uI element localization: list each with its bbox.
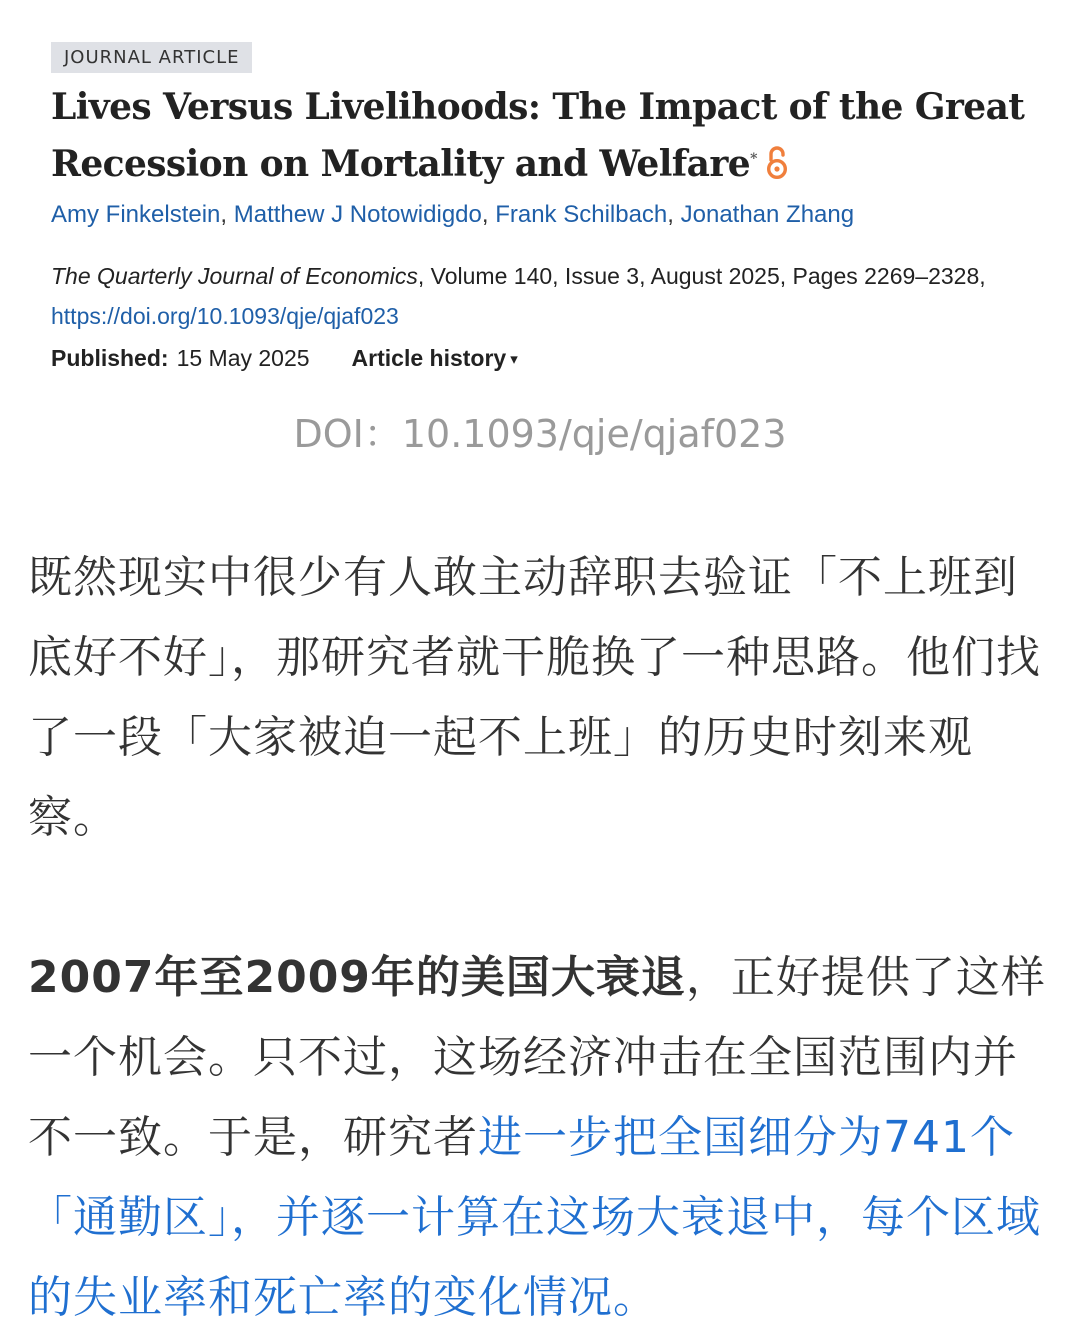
published-date: 15 May 2025 bbox=[176, 345, 310, 371]
citation bbox=[51, 256, 1051, 336]
body-paragraph: 既然现实中很少有人敢主动辞职去验证「不上班到底好不好」，那研究者就干脆换了一种思路。他们找了一段「大家被迫一起不上班」的历史时刻来观察。 bbox=[28, 552, 1041, 843]
paragraph-text: ，正好提供了这样一个机会。只不过，这场经济冲击在全国范围内并不一致。于是，研究者 bbox=[28, 952, 1046, 1163]
author-link[interactable]: Amy Finkelstein bbox=[51, 201, 221, 228]
author-link[interactable]: Matthew J Notowidigdo bbox=[233, 201, 482, 228]
author-link[interactable]: Frank Schilbach bbox=[495, 201, 668, 228]
body-paragraph bbox=[28, 938, 1054, 1338]
journal-name: The Quarterly Journal of Economics bbox=[51, 263, 418, 289]
caret-down-icon: ▾ bbox=[510, 351, 518, 368]
doi-caption: DOI：10.1093/qje/qjaf023 bbox=[293, 412, 787, 456]
article-card bbox=[51, 42, 1051, 380]
article-title-text: Lives Versus Livelihoods: The Impact of the Great Recession on Mortality and Welfare bbox=[51, 86, 1025, 185]
author-separator: , bbox=[667, 201, 674, 228]
article-type-badge: JOURNAL ARTICLE bbox=[51, 42, 252, 73]
author-separator: , bbox=[220, 201, 228, 228]
doi-link[interactable]: https://doi.org/10.1093/qje/qjaf023 bbox=[51, 303, 399, 329]
author-list bbox=[51, 200, 1051, 230]
article-history-toggle[interactable] bbox=[352, 345, 518, 371]
author-separator: , bbox=[481, 201, 489, 228]
author-link[interactable]: Jonathan Zhang bbox=[680, 201, 855, 228]
publication-row bbox=[51, 338, 1051, 380]
article-history-label: Article history bbox=[351, 345, 507, 371]
article-title bbox=[51, 81, 1051, 190]
highlighted-link-text[interactable]: 进一步把全国细分为741个「通勤区」，并逐一计算在这场大衰退中，每个区域的失业率和死亡率的变化情况。 bbox=[28, 1112, 1041, 1323]
published-label: Published: bbox=[51, 345, 169, 371]
open-access-lock-icon bbox=[765, 142, 789, 176]
bold-phrase: 2007年至2009年的美国大衰退 bbox=[28, 952, 686, 1003]
title-footnote-mark[interactable]: * bbox=[750, 151, 757, 167]
citation-details: , Volume 140, Issue 3, August 2025, Pages 2269–2328, bbox=[417, 263, 986, 289]
